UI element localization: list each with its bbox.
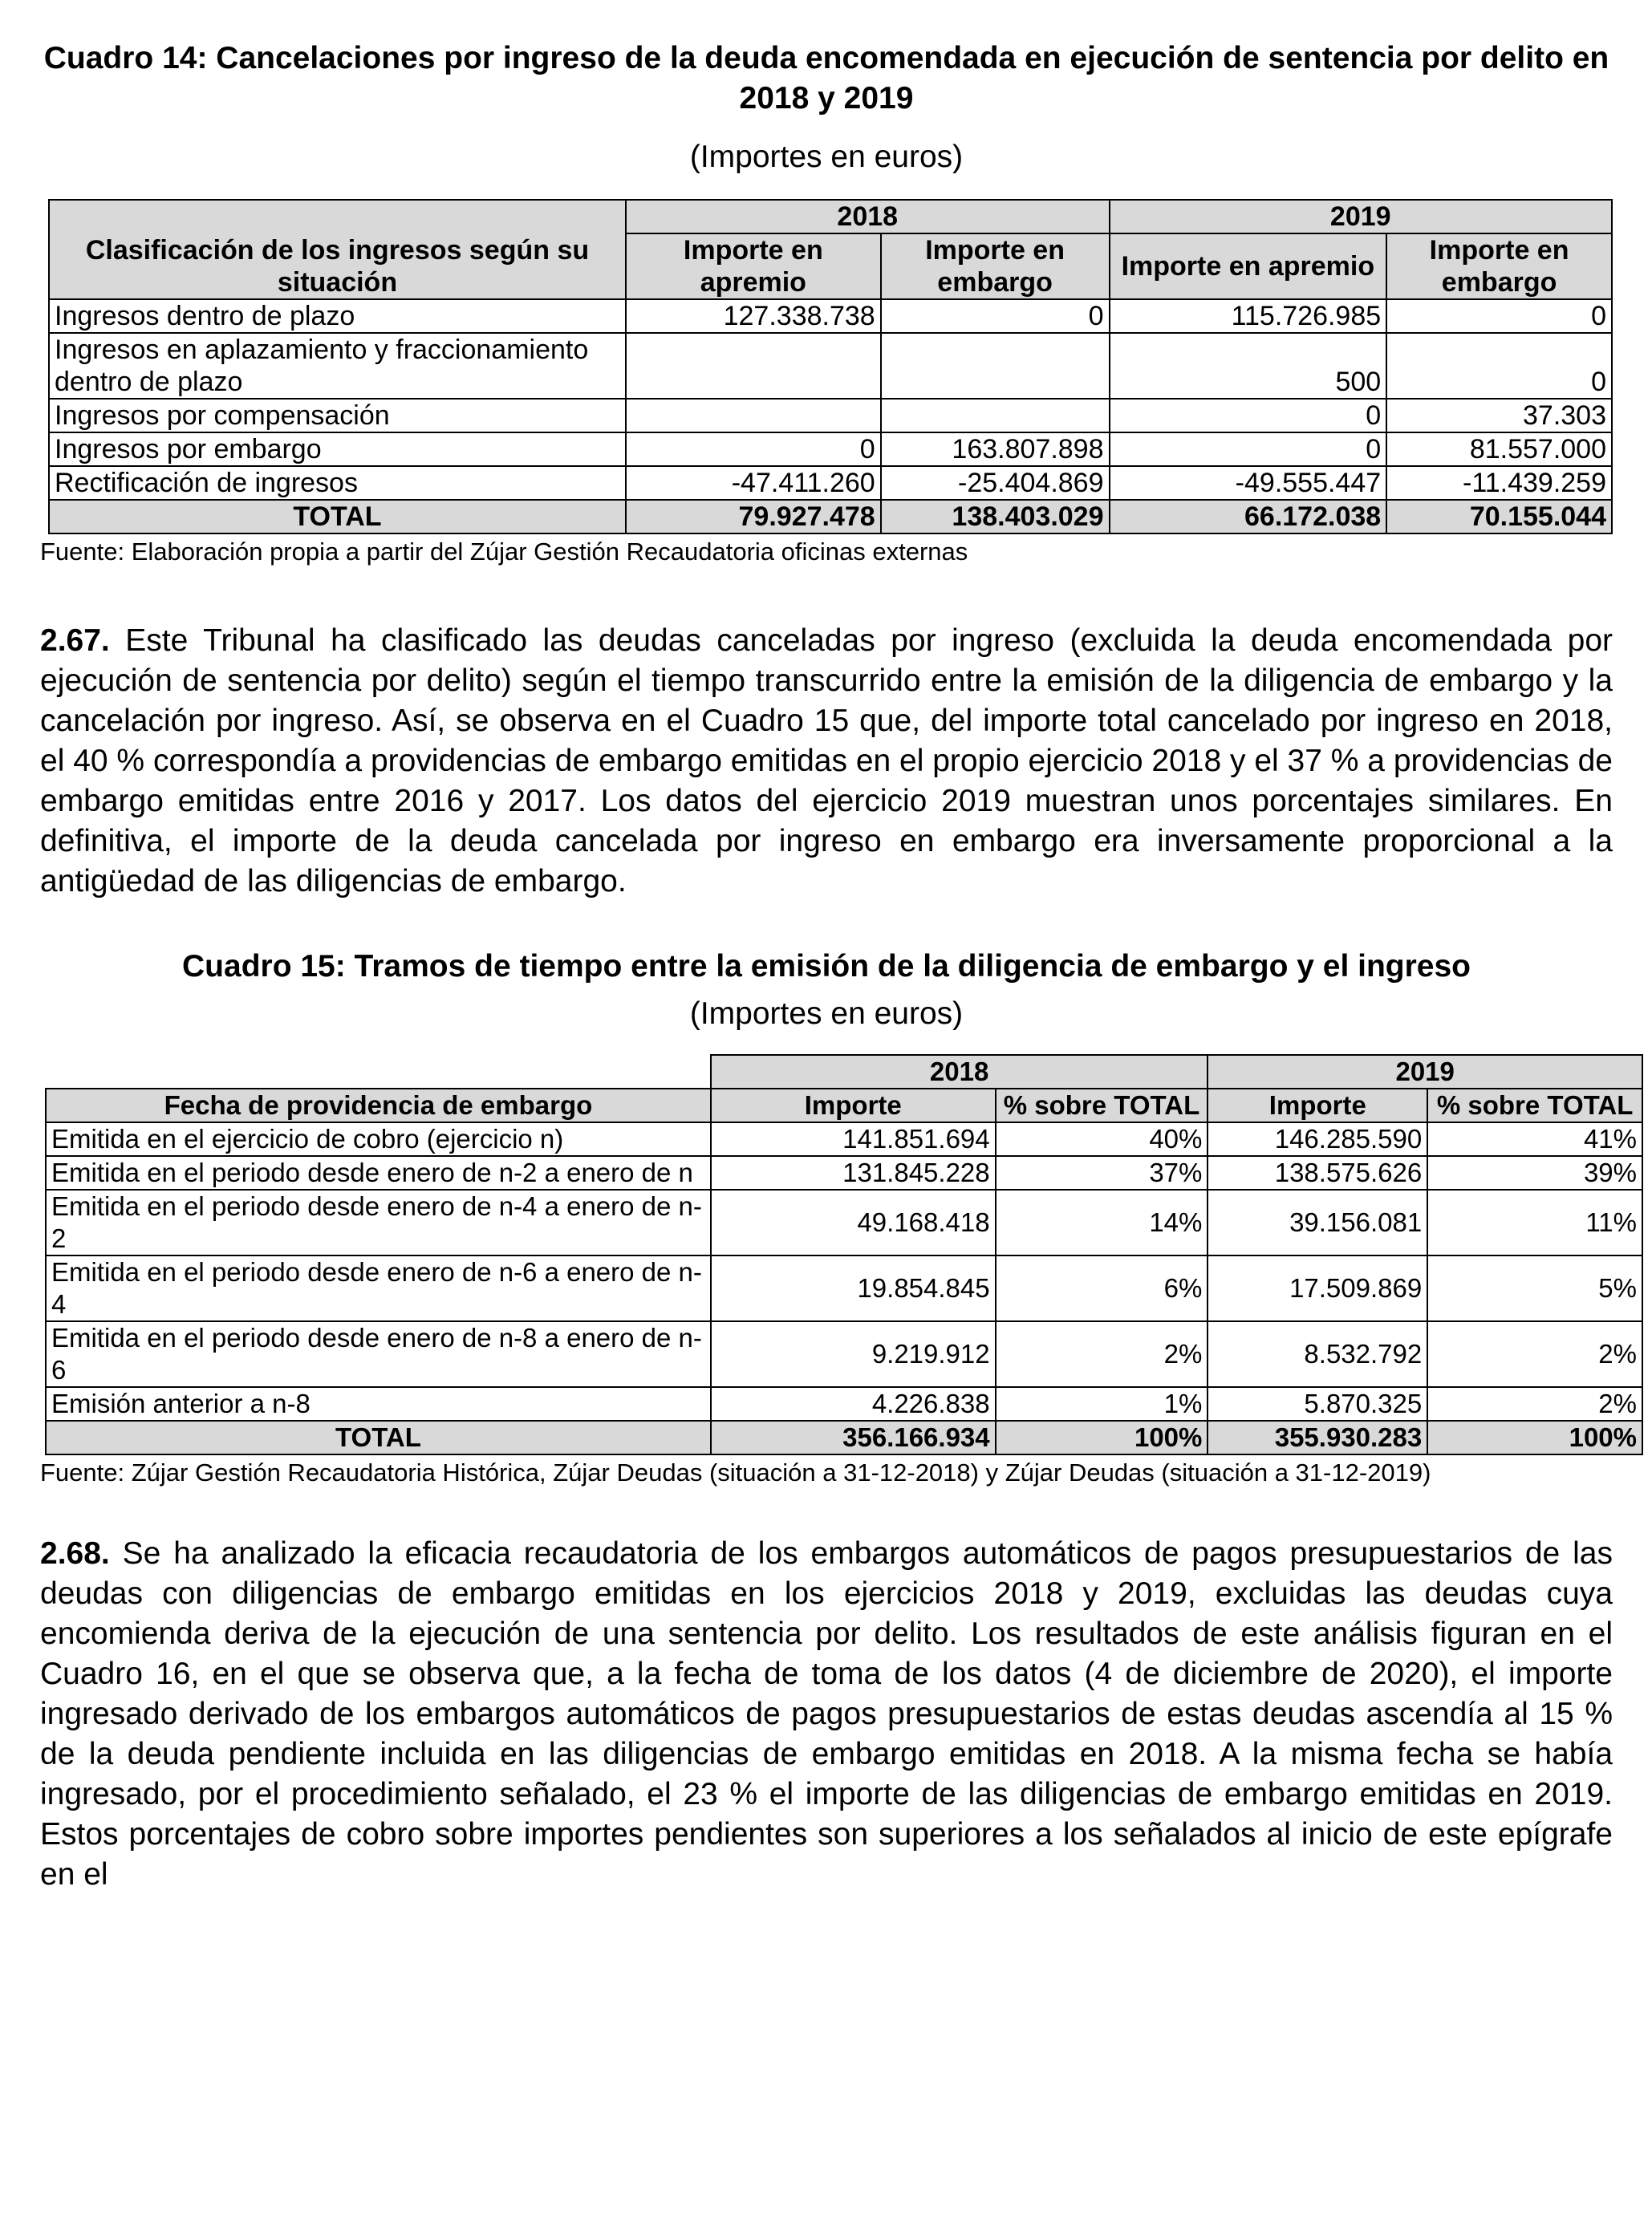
paragraph-number: 2.67. [40,623,110,658]
total-cell: 79.927.478 [626,500,881,533]
cell: 138.575.626 [1208,1156,1427,1190]
table14-total-row [49,500,1612,533]
table-row [49,432,1612,466]
table15-header-sub-1: Importe [711,1089,996,1122]
table15-header-blank [46,1055,711,1089]
cell: 81.557.000 [1386,432,1612,466]
table-row [49,299,1612,333]
total-label: TOTAL [46,1421,711,1454]
cell: 37.303 [1386,399,1612,432]
table14-units: (Importes en euros) [689,140,964,174]
cell: 49.168.418 [711,1190,996,1255]
table-row [49,466,1612,500]
table14 [48,199,1613,534]
row-label: Ingresos por embargo [49,432,626,466]
total-cell: 100% [996,1421,1208,1454]
table-row [46,1255,1642,1321]
cell: -11.439.259 [1386,466,1612,500]
cell: 2% [1427,1321,1642,1387]
table15-header-sub-row [46,1089,1642,1122]
cell [881,333,1110,399]
table15-units: (Importes en euros) [689,996,964,1031]
cell: -47.411.260 [626,466,881,500]
table14-caption-text: : Cancelaciones por ingreso de la deuda encomendada en ejecución de sentencia por delito en 2018 y 2019 [197,41,1609,116]
total-cell: 100% [1427,1421,1642,1454]
cell: -25.404.869 [881,466,1110,500]
cell: 41% [1427,1122,1642,1156]
table14-header-year-row [49,200,1612,233]
cell: 6% [996,1255,1208,1321]
paragraph-number: 2.68. [40,1536,110,1571]
cell: 2% [996,1321,1208,1387]
paragraph-text: Se ha analizado la eficacia recaudatoria de los embargos automáticos de pagos presupuestarios de las deudas con diligencias de embargo emitidas en los ejercicios 2018 y 2019, excluidas las deudas cuya encomienda deriva de la ejecución de una sentencia por delito. Los resultados de este análisis figuran en el Cuadro 16, en el que se observa que, a la fecha de toma de los datos (4 de diciembre de 2020), el importe ingresado derivado de los embargos automáticos de pagos presupuestarios de estas deudas ascendía al 15 % de la deuda pendiente incluida en las diligencias de embargo emitidas en 2018. A la misma fecha se había ingresado, por el procedimiento señalado, el 23 % el importe de las diligencias de embargo emitidas en 2019. Estos porcentajes de cobro sobre importes pendientes son superiores a los señalados al inicio de este epígrafe en el [40,1536,1613,1892]
row-label: Rectificación de ingresos [49,466,626,500]
table15-caption-text: : Tramos de tiempo entre la emisión de la diligencia de embargo y el ingreso [335,949,1471,984]
table15-caption [40,947,1613,987]
total-cell: 66.172.038 [1110,500,1387,533]
cell [626,333,881,399]
total-cell: 355.930.283 [1208,1421,1427,1454]
table-row [46,1387,1642,1421]
total-cell: 70.155.044 [1386,500,1612,533]
row-label: Emitida en el periodo desde enero de n-8 a enero de n-6 [46,1321,711,1387]
cell: 5.870.325 [1208,1387,1427,1421]
row-label: Ingresos en aplazamiento y fraccionamiento dentro de plazo [49,333,626,399]
document-page [40,39,1637,1895]
cell: 115.726.985 [1110,299,1387,333]
table15-header-sub-3: Importe [1208,1089,1427,1122]
table-row [49,399,1612,432]
cell: 500 [1110,333,1387,399]
table-row [46,1190,1642,1255]
cell: 4.226.838 [711,1387,996,1421]
row-label: Emitida en el periodo desde enero de n-2 a enero de n [46,1156,711,1190]
cell [626,399,881,432]
cell: 17.509.869 [1208,1255,1427,1321]
table15-header-sub-2: % sobre TOTAL [996,1089,1208,1122]
cell: 127.338.738 [626,299,881,333]
paragraph-2-68 [40,1534,1613,1895]
row-label: Emitida en el periodo desde enero de n-6 a enero de n-4 [46,1255,711,1321]
cell: 2% [1427,1387,1642,1421]
cell: 40% [996,1122,1208,1156]
cell: 0 [1386,299,1612,333]
table14-source: Fuente: Elaboración propia a partir del Zújar Gestión Recaudatoria oficinas externas [40,537,968,566]
table14-header-sub-2: Importe en embargo [881,233,1110,299]
cell: 39.156.081 [1208,1190,1427,1255]
row-label: Ingresos dentro de plazo [49,299,626,333]
cell [881,399,1110,432]
cell: -49.555.447 [1110,466,1387,500]
paragraph-text: Este Tribunal ha clasificado las deudas canceladas por ingreso (excluida la deuda encomendada por ejecución de sentencia por delito) según el tiempo transcurrido entre la emisión de la diligencia de embargo y la cancelación por ingreso. Así, se observa en el Cuadro 15 que, del importe total cancelado por ingreso en 2018, el 40 % correspondía a providencias de embargo emitidas en el propio ejercicio 2018 y el 37 % a providencias de embargo emitidas entre 2016 y 2017. Los datos del ejercicio 2019 muestran unos porcentajes similares. En definitiva, el importe de la deuda cancelada por ingreso en embargo era inversamente proporcional a la antigüedad de las diligencias de embargo. [40,623,1613,899]
cell: 39% [1427,1156,1642,1190]
cell: 9.219.912 [711,1321,996,1387]
paragraph-2-67 [40,621,1613,902]
table14-header-first-col: Clasificación de los ingresos según su situación [49,200,626,299]
cell: 163.807.898 [881,432,1110,466]
cell: 11% [1427,1190,1642,1255]
table15-caption-number: Cuadro 15 [182,949,335,984]
table14-header-year2: 2019 [1110,200,1613,233]
row-label: Emisión anterior a n-8 [46,1387,711,1421]
table-row [46,1321,1642,1387]
cell: 1% [996,1387,1208,1421]
cell: 5% [1427,1255,1642,1321]
total-cell: 356.166.934 [711,1421,996,1454]
row-label: Emitida en el periodo desde enero de n-4 a enero de n-2 [46,1190,711,1255]
cell: 19.854.845 [711,1255,996,1321]
cell: 0 [626,432,881,466]
cell: 0 [1110,399,1387,432]
cell: 0 [881,299,1110,333]
total-cell: 138.403.029 [881,500,1110,533]
table14-header-sub-3: Importe en apremio [1110,233,1387,299]
row-label: Ingresos por compensación [49,399,626,432]
table15-header-sub-4: % sobre TOTAL [1427,1089,1642,1122]
table-row [46,1122,1642,1156]
table15-source: Fuente: Zújar Gestión Recaudatoria Histórica, Zújar Deudas (situación a 31-12-2018) y Zújar Deudas (situación a 31-12-2019) [40,1458,1431,1487]
cell: 0 [1386,333,1612,399]
table-row [46,1156,1642,1190]
table15-header-year-row [46,1055,1642,1089]
table15-header-first-col: Fecha de providencia de embargo [46,1089,711,1122]
total-label: TOTAL [49,500,626,533]
table14-header-sub-1: Importe en apremio [626,233,881,299]
table14-caption-number: Cuadro 14 [43,41,197,75]
table15-header-year1: 2018 [711,1055,1208,1089]
cell: 14% [996,1190,1208,1255]
row-label: Emitida en el ejercicio de cobro (ejercicio n) [46,1122,711,1156]
table15-header-year2: 2019 [1208,1055,1642,1089]
table15 [45,1054,1643,1455]
cell: 146.285.590 [1208,1122,1427,1156]
cell: 37% [996,1156,1208,1190]
table15-total-row [46,1421,1642,1454]
cell: 0 [1110,432,1387,466]
table14-caption [40,39,1613,119]
table-row [49,333,1612,399]
cell: 131.845.228 [711,1156,996,1190]
cell: 8.532.792 [1208,1321,1427,1387]
cell: 141.851.694 [711,1122,996,1156]
table14-header-year1: 2018 [626,200,1110,233]
table14-header-sub-4: Importe en embargo [1386,233,1612,299]
